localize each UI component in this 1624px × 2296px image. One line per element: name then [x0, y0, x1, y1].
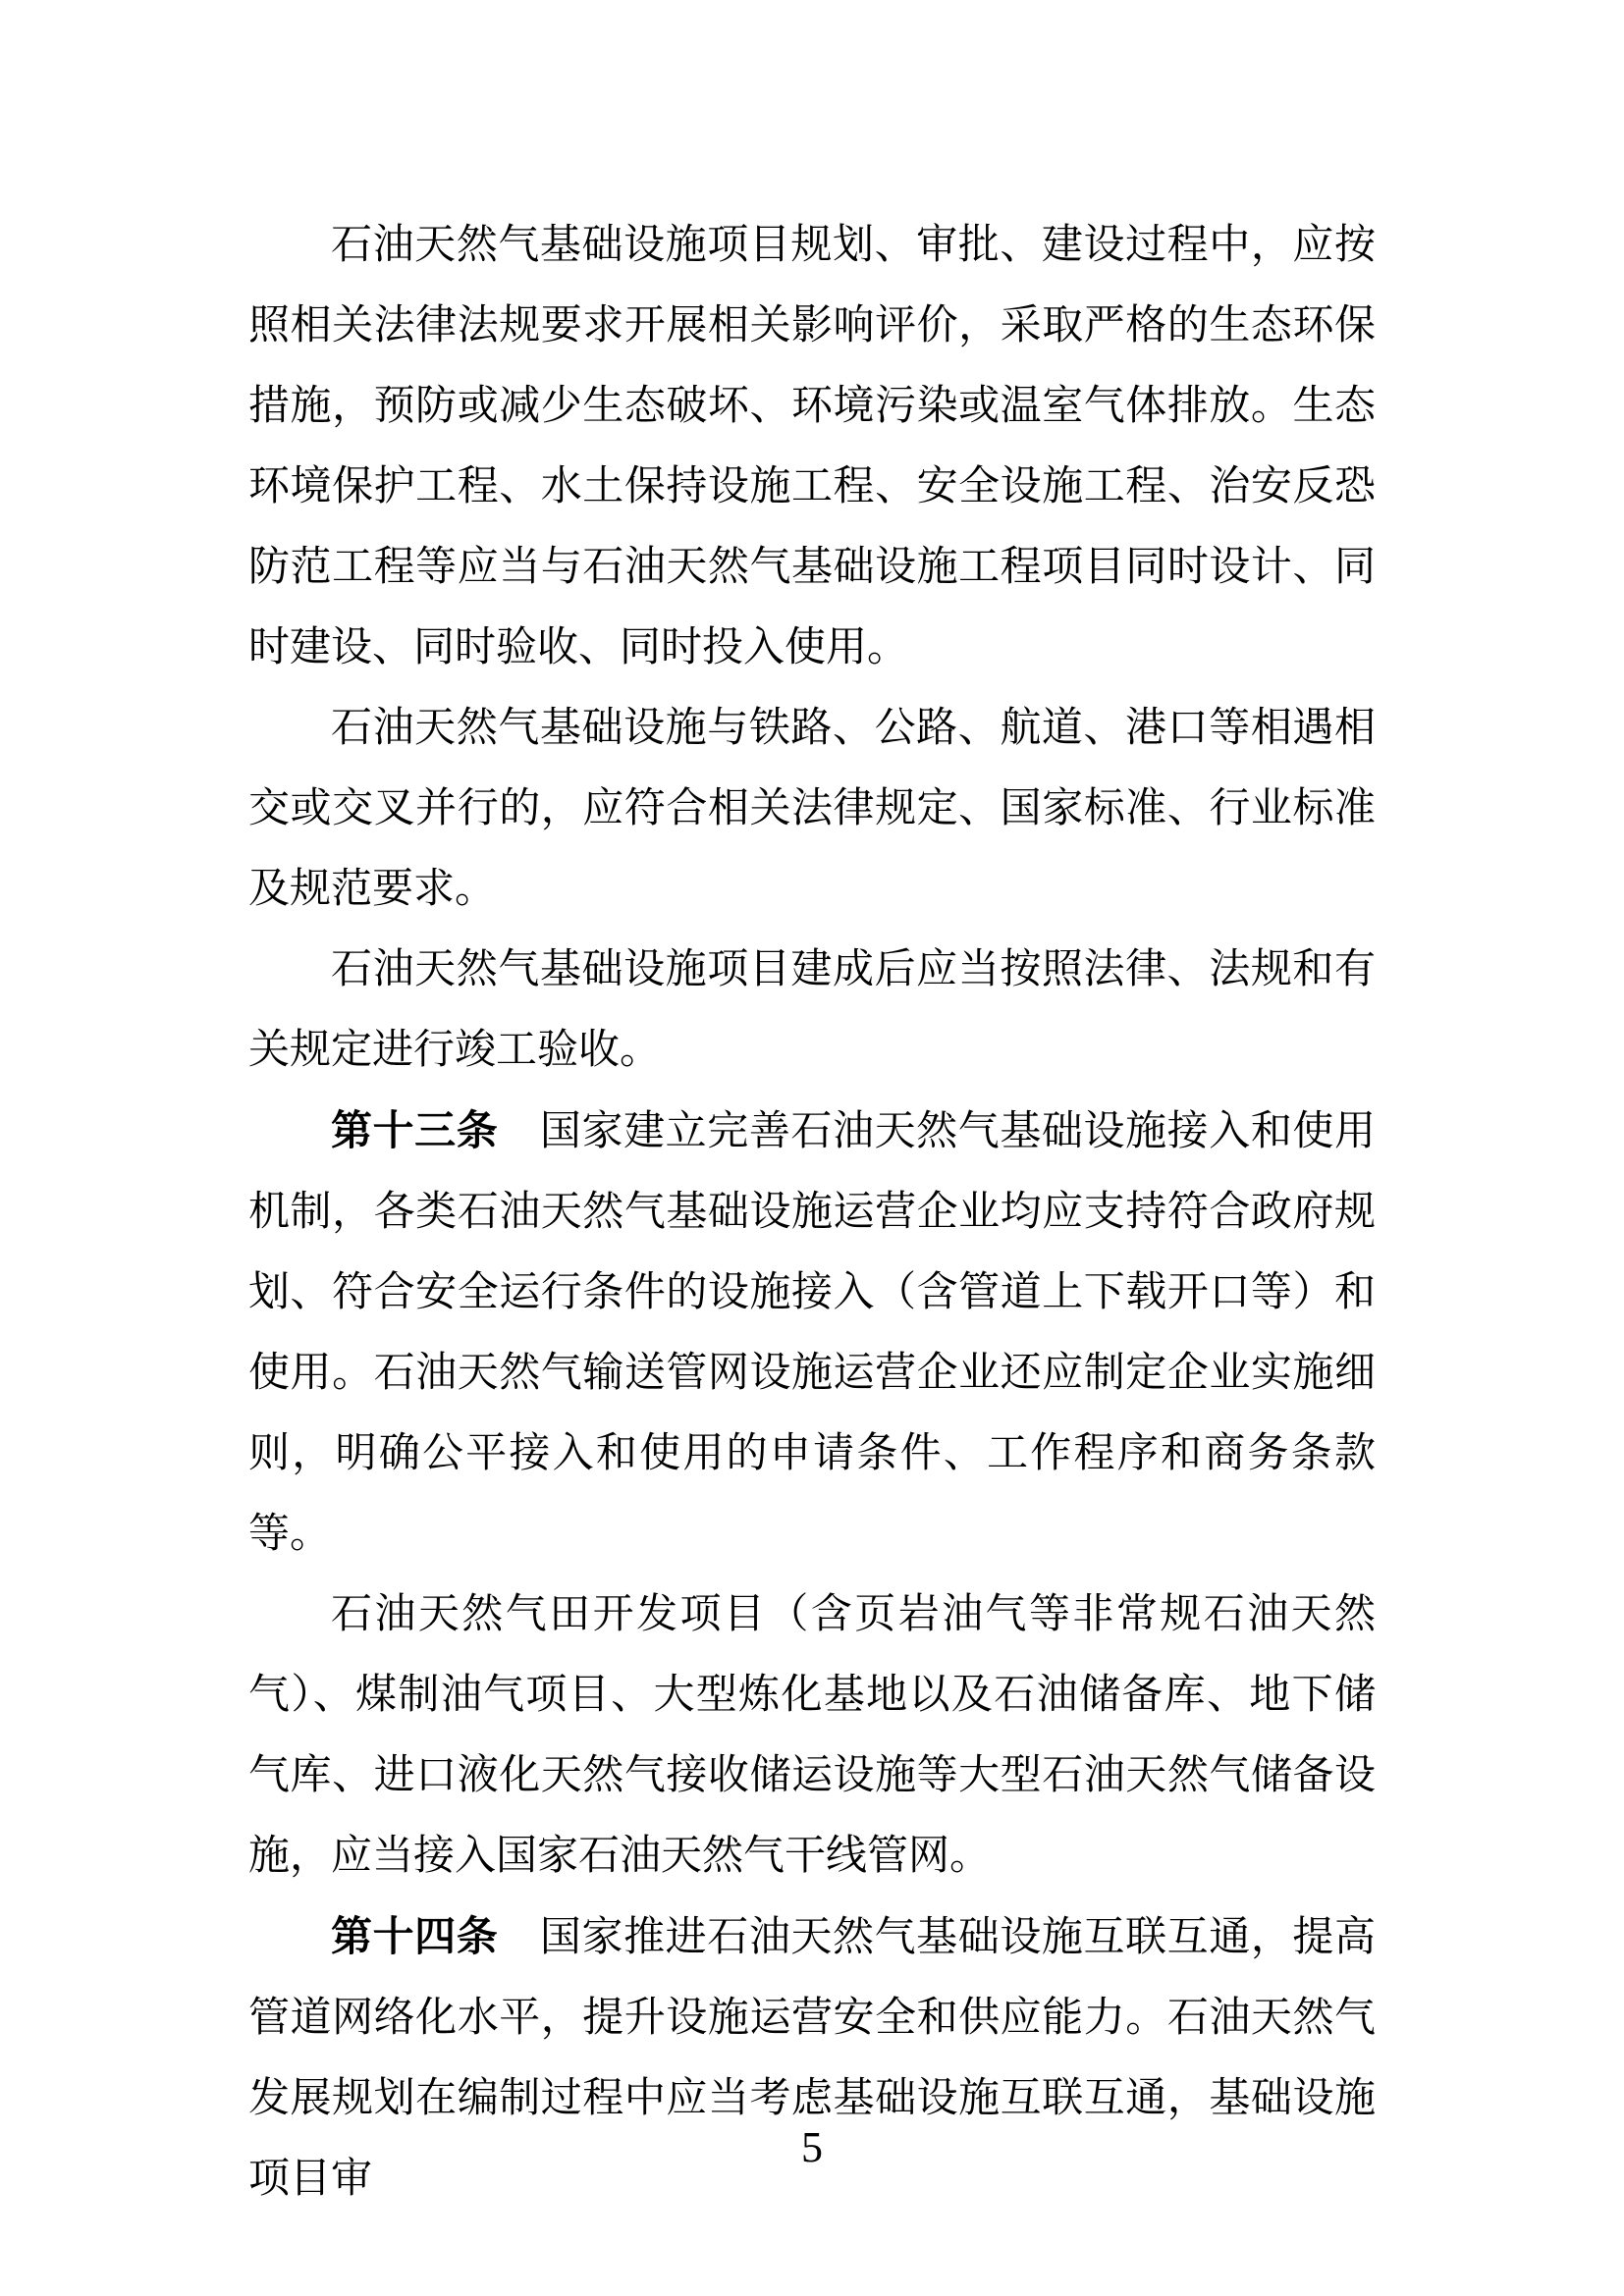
paragraph-text: 石油天然气基础设施项目建成后应当按照法律、法规和有关规定进行竣工验收。 [248, 947, 1376, 1073]
paragraph [248, 205, 1376, 688]
page-number: 5 [801, 2123, 823, 2171]
paragraph [248, 1091, 1376, 1575]
paragraph [248, 1575, 1376, 1896]
article-number: 第十三条 [331, 1107, 499, 1153]
page-footer [0, 2120, 1624, 2175]
paragraph-text: 石油天然气田开发项目（含页岩油气等非常规石油天然气）、煤制油气项目、大型炼化基地以及石油储备库、地下储气库、进口液化天然气接收储运设施等大型石油天然气储备设施，应当接入国家石油天然气干线管网。 [248, 1592, 1376, 1879]
paragraph-text: 国家建立完善石油天然气基础设施接入和使用机制，各类石油天然气基础设施运营企业均应支持符合政府规划、符合安全运行条件的设施接入（含管道上下载开口等）和使用。石油天然气输送管网设施运营企业还应制定企业实施细则，明确公平接入和使用的申请条件、工作程序和商务条款等。 [248, 1109, 1376, 1557]
article-number: 第十四条 [331, 1913, 499, 1959]
paragraph [248, 930, 1376, 1091]
paragraph [248, 688, 1376, 930]
paragraph-text: 石油天然气基础设施与铁路、公路、航道、港口等相遇相交或交叉并行的，应符合相关法律规定、国家标准、行业标准及规范要求。 [248, 706, 1376, 912]
document-body [248, 205, 1376, 2219]
paragraph-text: 国家推进石油天然气基础设施互联互通，提高管道网络化水平，提升设施运营安全和供应能力。石油天然气发展规划在编制过程中应当考虑基础设施互联互通，基础设施项目审 [248, 1915, 1376, 2202]
paragraph-text: 石油天然气基础设施项目规划、审批、建设过程中，应按照相关法律法规要求开展相关影响评价，采取严格的生态环保措施，预防或减少生态破坏、环境污染或温室气体排放。生态环境保护工程、水土保持设施工程、安全设施工程、治安反恐防范工程等应当与石油天然气基础设施工程项目同时设计、同时建设、同时验收、同时投入使用。 [248, 223, 1376, 670]
